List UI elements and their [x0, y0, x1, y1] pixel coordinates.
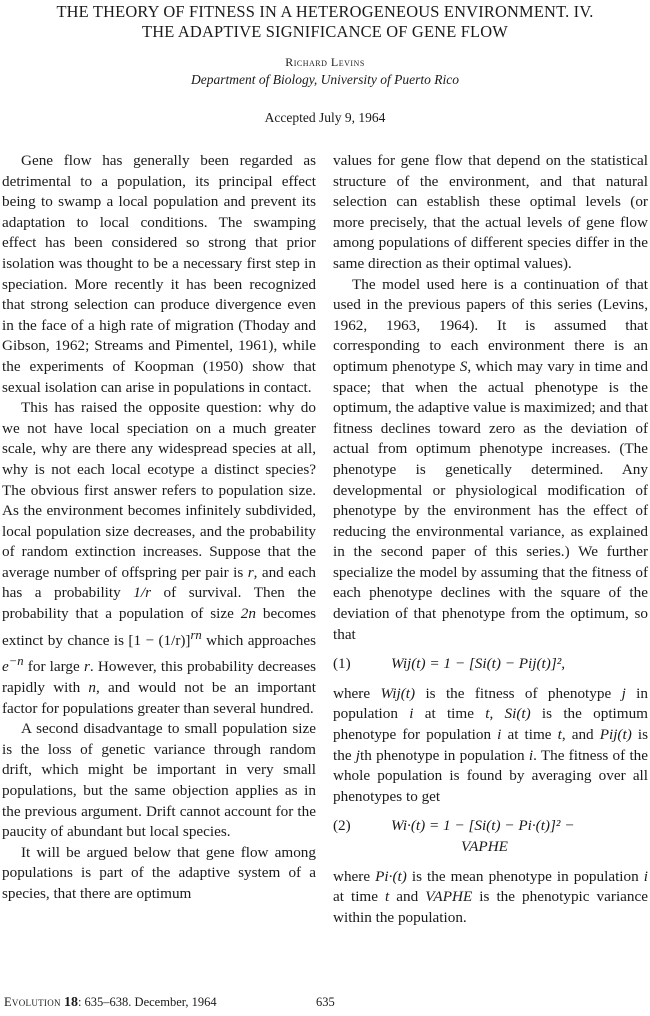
journal-name: Evolution — [4, 995, 61, 1009]
left-column — [2, 151, 316, 905]
paragraph-gene-flow-intro: Gene flow has generally been regarded as detrimental to a population, its principal effect being to swamp a local population and prevent its adaptation to local conditions. The swamping effect has been considered so strong that prior isolation was thought to be a necessary first step in speciation. More recently it has been recognized that strong selection can produce divergence even in the face of a high rate of migration (Thoday and Gibson, 1962; Streams and Pimentel, 1961), while the experiments of Koopman (1950) show that sexual isolation can arise in populations in contact. — [2, 152, 316, 396]
author-affiliation: Department of Biology, University of Puerto Rico — [190, 72, 460, 87]
equation-1-number: (1) — [333, 655, 351, 673]
equation-2-continuation: VAPHE — [461, 838, 508, 855]
equation-1 — [333, 654, 648, 675]
article-title — [0, 2, 650, 42]
journal-volume: 18 — [63, 995, 78, 1010]
equation-2 — [333, 816, 648, 857]
paragraph-genetic-drift: A second disadvantage to small population size is the loss of genetic variance through random drift, which might be important in very small populations, but the same objection applies as in the previous argument. Drift cannot account for the paucity of abundant but local species. — [2, 720, 316, 841]
paragraph-mean-phenotype: where Pi·(t) is the mean phenotype in population i at time t and VAPHE is the phenotypic variance within the population. — [333, 867, 648, 926]
paragraph-optimal-values: values for gene flow that depend on the statistical structure of the environment, and that natural selection can establish these optimal levels (or more precisely, that the actual levels of gene flow among populations of different species differ in the same direction as their optimal values). — [333, 152, 648, 272]
accepted-date: Accepted July 9, 1964 — [264, 110, 386, 125]
equation-2-body: Wi·(t) = 1 − [Si(t) − Pi·(t)]² − — [391, 817, 575, 835]
paragraph-opposite-question: This has raised the opposite question: why do we not have local speciation on a much greater scale, why are there any widespread species at all, why is not each local ecotype a distinct species? The obvious first answer refers to population size. As the environment becomes infinitely subdivided, local population size decreases, and the probability of random extinction increases. Suppose that the average number of offspring per pair is r, and each has a probability 1/r of survival. Then the probability that a population of size 2n becomes extinct by chance is $[1 - (1/r)]^{rn}$ which approaches $e^{-n}$ for large r. However, this probability decreases rapidly with n, and would not be an important factor for populations greater than several hundred. — [2, 399, 317, 717]
paragraph-model: The model used here is a continuation of that used in the previous papers of this series (Levins, 1962, 1963, 1964). It is assumed that corresponding to each environment there is an optimum phenotype S, which may vary in time and space; that when the actual phenotype is the optimum, the adaptive value is maximized; and that fitness declines toward zero as the deviation of actual from optimum phenotype increases. (The phenotype is genetically determined. Any developmental or physiological modification of phenotype by the environment has the effect of reducing the environmental variance, as explained in the second paper of this series.) We further specialize the model by assuming that the fitness of each phenotype declines with the square of the deviation of that phenotype from the optimum, so that — [333, 275, 648, 643]
equation-1-body: Wij(t) = 1 − [Si(t) − Pij(t)]², — [391, 655, 566, 673]
title-line-1: THE THEORY OF FITNESS IN A HETEROGENEOUS ENVIRONMENT. IV. — [56, 2, 594, 21]
author-name: Richard Levins — [285, 55, 365, 69]
page-footer — [4, 995, 644, 1011]
right-column — [333, 151, 648, 928]
equation-2-number: (2) — [333, 817, 351, 835]
paragraph-fitness-definition: where Wij(t) is the fitness of phenotype j in population i at time t, Si(t) is the optimum phenotype for population i at time t, and Pij(t) is the jth phenotype in population i. The fitness of the whole population is found by averaging over all phenotypes to get — [333, 684, 648, 805]
paragraph-argument: It will be argued below that gene flow among populations is part of the adaptive system of a species, that there are optimum — [2, 843, 316, 902]
journal-pages-date: : 635–638. December, 1964 — [77, 995, 217, 1009]
page-number: 635 — [316, 995, 335, 1009]
title-line-2: THE ADAPTIVE SIGNIFICANCE OF GENE FLOW — [142, 22, 508, 41]
